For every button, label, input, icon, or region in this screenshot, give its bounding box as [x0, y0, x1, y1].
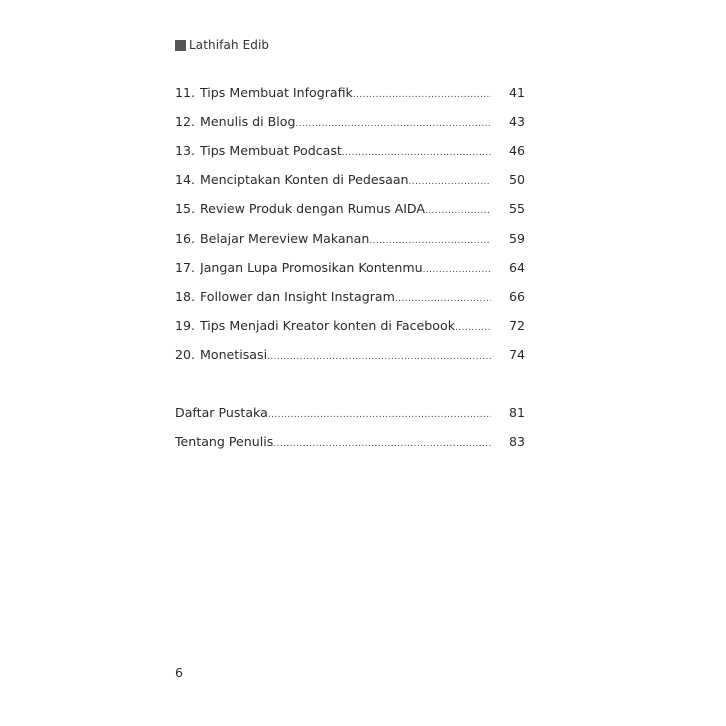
toc-entry-leader [175, 434, 491, 449]
toc-entry-leader [200, 318, 491, 333]
toc-entry[interactable] [175, 136, 527, 165]
toc-section-gap [175, 369, 527, 398]
toc-dot-leader [409, 177, 491, 187]
toc-backmatter-entry[interactable] [175, 427, 527, 456]
toc-entry-page: 81 [508, 404, 525, 420]
toc-entry-page: 66 [508, 288, 525, 304]
toc-entry-number: 13. [175, 143, 196, 159]
toc-entry-title: Belajar Mereview Makanan [200, 230, 370, 246]
toc-entry-title: Menciptakan Konten di Pedesaan [200, 172, 409, 188]
toc-entry-leader [200, 260, 491, 275]
toc-entry-leader [200, 114, 491, 129]
toc-entry[interactable] [175, 311, 527, 340]
toc-entry-leader [200, 347, 491, 362]
toc-dot-leader [455, 323, 491, 333]
toc-entry-page: 41 [508, 85, 525, 101]
toc-entry-number: 17. [175, 259, 196, 275]
toc-dot-leader [353, 90, 491, 100]
toc-dot-leader [395, 294, 491, 304]
toc-dot-leader [425, 206, 491, 216]
toc-dot-leader [369, 236, 491, 246]
toc-entry-leader [200, 85, 491, 100]
toc-entry-number: 16. [175, 230, 196, 246]
toc-dot-leader [342, 148, 491, 158]
toc-entry-page: 46 [508, 143, 525, 159]
toc-entry[interactable] [175, 194, 527, 223]
header-author: Lathifah Edib [189, 38, 270, 52]
toc-entry-number: 20. [175, 346, 196, 362]
toc-entry-number: 12. [175, 114, 196, 130]
toc-entry-page: 64 [508, 259, 525, 275]
toc-entry-page: 74 [508, 346, 525, 362]
toc-entry[interactable] [175, 282, 527, 311]
toc-entry-page: 59 [508, 230, 525, 246]
toc-entry-leader [200, 231, 491, 246]
toc-entry-page: 43 [508, 114, 525, 130]
toc-entry[interactable] [175, 78, 527, 107]
toc-entry-title: Tentang Penulis [175, 434, 274, 450]
toc-entry-number: 11. [175, 85, 196, 101]
toc-entry-title: Tips Membuat Infografik [200, 85, 353, 101]
toc-entry-leader [200, 201, 491, 216]
toc-entry-page: 55 [508, 201, 525, 217]
toc-entry-number: 15. [175, 201, 196, 217]
toc-entry-title: Follower dan Insight Instagram [200, 288, 395, 304]
toc-entry-leader [200, 289, 491, 304]
table-of-contents [175, 78, 527, 456]
toc-entry-leader [175, 405, 491, 420]
page-number: 6 [175, 665, 184, 680]
toc-entry-page: 50 [508, 172, 525, 188]
toc-entry[interactable] [175, 340, 527, 369]
toc-entry-number: 18. [175, 288, 196, 304]
toc-entry[interactable] [175, 223, 527, 252]
header-square-mark [175, 40, 186, 51]
toc-dot-leader [423, 265, 491, 275]
toc-dot-leader [268, 410, 491, 420]
toc-entry-number: 19. [175, 317, 196, 333]
toc-entry[interactable] [175, 165, 527, 194]
toc-entry[interactable] [175, 107, 527, 136]
toc-dot-leader [267, 352, 491, 362]
toc-entry-title: Tips Menjadi Kreator konten di Facebook [200, 317, 455, 333]
toc-entry-page: 83 [508, 434, 525, 450]
toc-dot-leader [295, 119, 491, 129]
toc-entry-title: Tips Membuat Podcast [200, 143, 342, 159]
toc-entry-title: Jangan Lupa Promosikan Kontenmu [200, 259, 423, 275]
toc-entry-leader [200, 143, 491, 158]
toc-entry-title: Menulis di Blog [200, 114, 296, 130]
toc-entry-leader [200, 172, 491, 187]
toc-backmatter-entry[interactable] [175, 398, 527, 427]
toc-entry-number: 14. [175, 172, 196, 188]
toc-entry-title: Review Produk dengan Rumus AIDA [200, 201, 426, 217]
toc-dot-leader [273, 439, 491, 449]
toc-entry-page: 72 [508, 317, 525, 333]
running-header [175, 38, 269, 52]
toc-entry[interactable] [175, 253, 527, 282]
toc-entry-title: Daftar Pustaka [175, 404, 268, 420]
toc-entry-title: Monetisasi [200, 346, 268, 362]
